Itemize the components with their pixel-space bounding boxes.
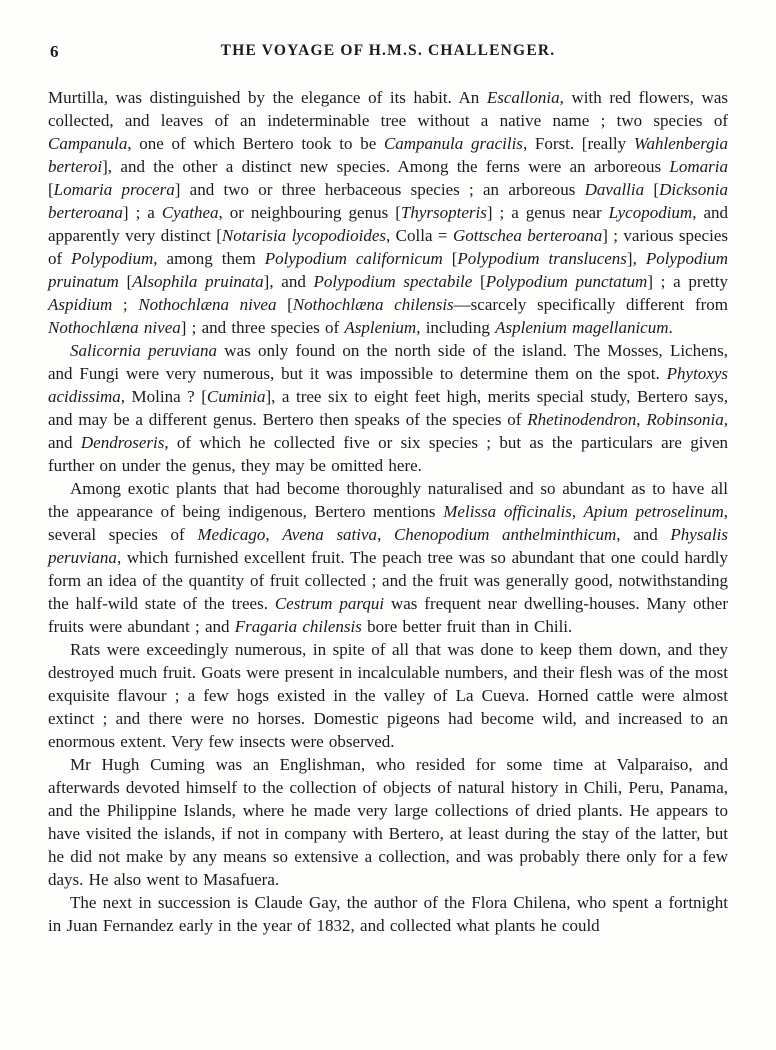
species-name: Physalis peruviana: [48, 525, 728, 567]
text-run: , one of which Bertero took to be: [127, 134, 384, 153]
text-run: , which furnished excellent fruit. The peach tree was so abundant that one could hardly form an idea of the quantity of fruit collected ; and the fruit was generally good, notwithstanding the half-wild state of the trees.: [48, 548, 728, 613]
species-name: Polypodium spectabile: [313, 272, 473, 291]
text-run: [: [276, 295, 293, 314]
text-run: ] ; a: [122, 203, 162, 222]
text-run: , among them: [153, 249, 265, 268]
text-run: ], a tree six to eight feet high, merits special study, Bertero says, and may be a different genus. Bertero then speaks of the species of: [48, 387, 728, 429]
text-run: , including: [416, 318, 496, 337]
paragraph-3: [48, 477, 728, 638]
species-name: Campanula gracilis: [383, 134, 523, 153]
species-name: Campanula: [48, 134, 128, 153]
text-run: bore better fruit than in Chili.: [361, 617, 573, 636]
species-name: Lomaria procera: [53, 180, 175, 199]
species-name: Cyathea: [161, 203, 219, 222]
species-name: Polypodium translucens: [457, 249, 627, 268]
species-name: Asplenium: [344, 318, 417, 337]
species-name: Escallonia: [486, 88, 560, 107]
species-name: Lomaria: [669, 157, 728, 176]
text-run: [: [644, 180, 660, 199]
species-name: Alsophila pruinata: [132, 272, 264, 291]
species-name: Fragaria chilensis: [234, 617, 362, 636]
text-run: The next in succession is Claude Gay, the author of the Flora Chilena, who spent a fortnight in Juan Fernandez early in the year of 1832, and collected what plants he could: [48, 893, 728, 935]
species-name: Davallia: [584, 180, 645, 199]
paragraph-1: [48, 86, 728, 339]
species-name: Cestrum parqui: [274, 594, 385, 613]
text-run: .: [668, 318, 673, 337]
text-run: ,: [377, 525, 394, 544]
running-head: THE VOYAGE OF H.M.S. CHALLENGER.: [220, 42, 556, 59]
species-name: Thyrsopteris: [400, 203, 487, 222]
text-run: ] and two or three herbaceous species ; an arboreous: [174, 180, 585, 199]
species-name: Notarisia lycopodioides: [221, 226, 387, 245]
text-run: —scarcely specifically different from: [453, 295, 728, 314]
text-run: , Molina ? [: [120, 387, 207, 406]
species-name: Asplenium magellanicum: [495, 318, 669, 337]
text-run: Among exotic plants that had become thoroughly naturalised and so abundant as to have all the appearance of being indigenous, Bertero mentions: [48, 479, 728, 521]
paragraph-4: [48, 638, 728, 753]
species-name: Polypodium: [71, 249, 154, 268]
text-run: was only found on the north side of the island. The Mosses, Lichens, and Fungi were very numerous, but it was impossible to determine them on the spot.: [48, 341, 729, 383]
species-name: Gottschea berteroana: [452, 226, 603, 245]
paragraph-6: [48, 891, 728, 937]
species-name: Nothochlæna chilensis: [292, 295, 454, 314]
text-run: , of which he collected five or six species ; but as the particulars are given further on under the genus, they may be omitted here.: [48, 433, 728, 475]
species-name: Dendroseris: [80, 433, 165, 452]
paragraph-2: [48, 339, 728, 477]
text-run: , or neighbouring genus [: [218, 203, 401, 222]
species-name: Phytoxys acidissima: [48, 364, 728, 406]
species-name: Salicornia peruviana: [70, 341, 218, 360]
species-name: Polypodium pruinatum: [48, 249, 728, 291]
text-run: , Colla =: [386, 226, 453, 245]
text-run: Mr Hugh Cuming was an Englishman, who resided for some time at Valparaiso, and afterwards devoted himself to the collection of objects of natural history in Chili, Peru, Panama, and the Philippine Islands, where he made very large collections of dried plants. He appears to have visited the islands, if not in company with Bertero, at least during the stay of the latter, but he did not make by any means so extensive a collection, and was probably there only for a few days. He also went to Masafuera.: [48, 755, 728, 889]
text-run: , several species of: [48, 502, 728, 544]
species-name: Aspidium: [48, 295, 113, 314]
text-run: [: [442, 249, 458, 268]
text-run: [: [48, 180, 54, 199]
text-run: ],: [626, 249, 646, 268]
species-name: Nothochlæna nivea: [138, 295, 277, 314]
species-name: Cuminia: [206, 387, 266, 406]
text-run: ] ; various species of: [48, 226, 728, 268]
species-name: Chenopodium anthelminthicum: [393, 525, 617, 544]
species-name: Medicago: [197, 525, 266, 544]
text-run: ], and: [263, 272, 314, 291]
species-name: Polypodium punctatum: [485, 272, 648, 291]
text-run: ] ; a pretty: [647, 272, 728, 291]
text-run: , and: [616, 525, 671, 544]
text-run: , and apparently very distinct [: [48, 203, 729, 245]
text-run: Murtilla, was distinguished by the elegance of its habit. An: [48, 88, 487, 107]
text-run: ] ; and three species of: [180, 318, 345, 337]
text-run: was frequent near dwelling-houses. Many other fruits were abundant ; and: [48, 594, 728, 636]
text-run: ;: [112, 295, 139, 314]
species-name: Robinsonia: [646, 410, 724, 429]
paragraph-5: [48, 753, 728, 891]
species-name: Avena sativa: [282, 525, 378, 544]
text-run: Rats were exceedingly numerous, in spite of all that was done to keep them down, and they destroyed much fruit. Goats were present in incalculable numbers, and their flesh was of the most exquisite flavour ; a few hogs existed in the valley of La Cueva. Horned cattle were almost extinct ; and there were no horses. Domestic pigeons had become wild, and increased to an enormous extent. Very few insects were observed.: [48, 640, 728, 751]
page-number: 6: [50, 42, 59, 61]
text-run: ], and the other a distinct new species. Among the ferns were an arboreous: [102, 157, 670, 176]
text-run: , and: [48, 410, 729, 452]
species-name: Dicksonia berteroana: [48, 180, 728, 222]
species-name: Wahlenbergia berteroi: [48, 134, 728, 176]
species-name: Rhetinodendron: [527, 410, 637, 429]
text-run: [: [118, 272, 133, 291]
species-name: Nothochlæna nivea: [48, 318, 181, 337]
text-run: ] ; a genus near: [486, 203, 609, 222]
page-body: [48, 86, 728, 937]
text-run: , Forst. [really: [522, 134, 634, 153]
species-name: Polypodium californicum: [264, 249, 443, 268]
text-run: ,: [265, 525, 283, 544]
page-header: [48, 42, 728, 64]
species-name: Lycopodium: [608, 203, 693, 222]
text-run: [: [472, 272, 486, 291]
text-run: , with red flowers, was collected, and leaves of an indeterminable tree without a native name ; two species of: [48, 88, 728, 130]
text-run: ,: [636, 410, 647, 429]
species-name: Melissa officinalis, Apium petroselinum: [443, 502, 724, 521]
